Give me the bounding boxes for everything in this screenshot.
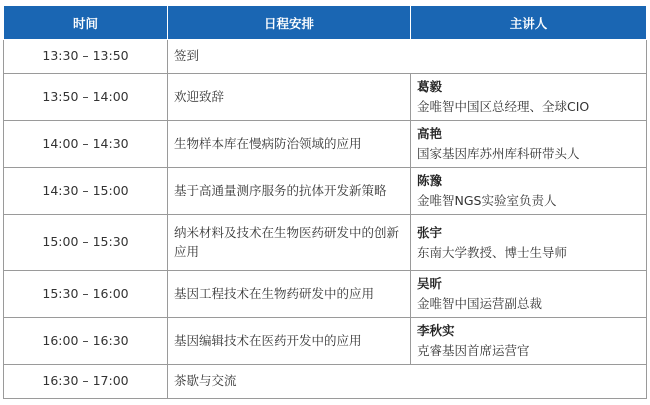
speaker-cell bbox=[411, 271, 647, 318]
table-row bbox=[4, 365, 647, 399]
header-agenda: 日程安排 bbox=[168, 6, 411, 40]
speaker-title: 东南大学教授、博士生导师 bbox=[417, 244, 568, 260]
header-row bbox=[4, 6, 647, 40]
speaker-cell bbox=[411, 74, 647, 121]
table-row bbox=[4, 121, 647, 168]
speaker-name: 吴昕 bbox=[417, 276, 443, 291]
event-cell: 基于高通量测序服务的抗体开发新策略 bbox=[168, 168, 411, 215]
table-row bbox=[4, 215, 647, 271]
speaker-cell bbox=[411, 215, 647, 271]
time-cell: 15:30 – 16:00 bbox=[4, 271, 168, 318]
speaker-name: 陈豫 bbox=[417, 173, 443, 188]
table-row bbox=[4, 318, 647, 365]
time-cell: 13:30 – 13:50 bbox=[4, 40, 168, 74]
time-cell: 14:30 – 15:00 bbox=[4, 168, 168, 215]
table-row bbox=[4, 271, 647, 318]
time-cell: 16:00 – 16:30 bbox=[4, 318, 168, 365]
time-cell: 14:00 – 14:30 bbox=[4, 121, 168, 168]
speaker-name: 葛毅 bbox=[417, 79, 443, 94]
table-row bbox=[4, 74, 647, 121]
event-cell: 签到 bbox=[168, 40, 647, 74]
speaker-cell bbox=[411, 318, 647, 365]
header-time: 时间 bbox=[4, 6, 168, 40]
speaker-title: 国家基因库苏州库科研带头人 bbox=[417, 146, 580, 161]
table-body bbox=[4, 40, 647, 399]
time-cell: 16:30 – 17:00 bbox=[4, 365, 168, 399]
event-cell: 欢迎致辞 bbox=[168, 74, 411, 121]
table-row bbox=[4, 168, 647, 215]
event-cell: 纳米材料及技术在生物医药研发中的创新应用 bbox=[168, 215, 411, 271]
speaker-cell bbox=[411, 121, 647, 168]
table-row bbox=[4, 40, 647, 74]
event-cell: 生物样本库在慢病防治领域的应用 bbox=[168, 121, 411, 168]
event-cell: 茶歇与交流 bbox=[168, 365, 647, 399]
speaker-cell bbox=[411, 168, 647, 215]
table-header bbox=[4, 6, 647, 40]
speaker-title: 金唯智中国运营副总裁 bbox=[417, 296, 543, 311]
speaker-title: 克睿基因首席运营官 bbox=[417, 343, 530, 358]
header-speaker: 主讲人 bbox=[411, 6, 647, 40]
speaker-name: 高艳 bbox=[417, 126, 443, 141]
time-cell: 13:50 – 14:00 bbox=[4, 74, 168, 121]
speaker-name: 李秋实 bbox=[417, 323, 455, 338]
event-cell: 基因工程技术在生物药研发中的应用 bbox=[168, 271, 411, 318]
agenda-table bbox=[3, 5, 647, 399]
speaker-title: 金唯智中国区总经理、全球CIO bbox=[417, 99, 590, 114]
speaker-name: 张宇 bbox=[417, 224, 443, 240]
speaker-title: 金唯智NGS实验室负责人 bbox=[417, 193, 557, 208]
time-cell: 15:00 – 15:30 bbox=[4, 215, 168, 271]
event-cell: 基因编辑技术在医药开发中的应用 bbox=[168, 318, 411, 365]
